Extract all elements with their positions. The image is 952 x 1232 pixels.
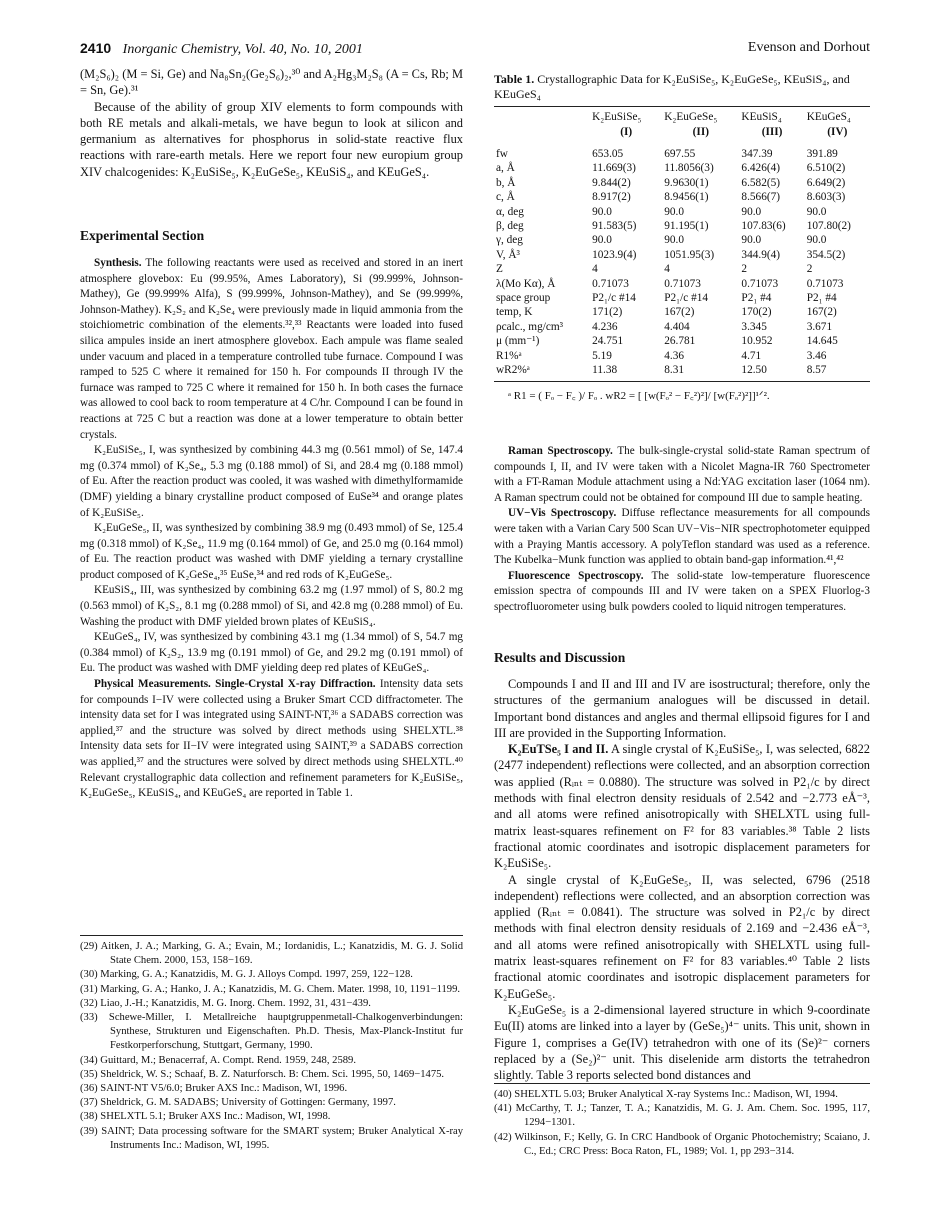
row-label: γ, deg [496, 234, 523, 247]
table-cell: 6.510(2) [806, 162, 846, 175]
table-cell: 10.952 [741, 335, 773, 348]
footnote-rule [80, 935, 463, 936]
reference-item: (37) Sheldrick, G. M. SADABS; University of Gottingen: Germany, 1997. [80, 1097, 396, 1109]
table-caption [494, 72, 870, 102]
table-cell: 9.844(2) [592, 176, 631, 189]
reference-item: (35) Sheldrick, W. S.; Schaaf, B. Z. Naturforsch. B: Chem. Sci. 1995, 50, 1469−1475. [80, 1068, 445, 1080]
table-footnote: ᵃ R1 = ( Fₒ − F꜀ )/ Fₒ . wR2 = [ [w(Fₒ² − F꜀²)²]/ [w(Fₒ²)²]]¹ᐟ². [508, 389, 770, 402]
row-label: b, Å [496, 176, 516, 189]
results-paragraph-4: K₂EuGeSe₅ is a 2-dimensional layered structure in which 9-coordinate Eu(II) atoms are linked into a layer by (GeSe₅)⁴⁻ units. This unit, shown in Figure 1, comprises a Ge(IV) tetrahedron with one of its (Se)²⁻ corners replaced by a (Se₂)²⁻ unit. This diselenide arm distorts the tetrahedron slightly. Table 3 reports selected bond distances and [494, 1002, 870, 1083]
results-text-2: A single crystal of K₂EuSiSe₅, I, was selected, 6822 (2477 independent) reflections were collected, and an absorption correction was applied (Rᵢₙₜ = 0.0880). The structure was solved in P2₁/c by direct methods with final electron density residuals of 2.542 and −2.773 eÅ⁻³, and all atoms were refined anisotropically with SHELXTL using full-matrix least-squares refinement on F² for 83 variables.³⁸ Table 2 lists fractional atomic coordinates and isotropic displacement parameters for K₂EuSiSe₅. [494, 742, 870, 871]
table-row [494, 349, 870, 363]
raman-text: The bulk-single-crystal solid-state Raman spectrum of compounds I, II, and IV were taken with a Nicolet Magna-IR 760 Spectrometer with a FT-Raman Module attachment using a Nd:YAG excitation laser (1064 nm). A Raman spectrum could not be obtained for compound III due to sample heating. [494, 445, 870, 504]
table-cell: 4 [592, 263, 598, 276]
uvvis-paragraph [494, 506, 870, 568]
table-row [494, 320, 870, 334]
compound-number: (II) [692, 125, 709, 138]
row-label: fw [496, 148, 508, 160]
spectroscopy-section [494, 444, 870, 616]
reference-item: (42) Wilkinson, F.; Kelly, G. In CRC Handbook of Organic Photochemistry; Scaiano, J. C., Ed.; CRC Press: Boca Raton, FL, 1989; Vol. 1, pp 293−314. [494, 1131, 870, 1157]
results-paragraph-2 [494, 741, 870, 871]
running-header [80, 40, 870, 60]
reference-item: (29) Aitken, J. A.; Marking, G. A.; Evain, M.; Iordanidis, L.; Kanatzidis, M. G. J. Solid State Chem. 2000, 153, 158−169. [80, 941, 463, 967]
table-cell: 4.236 [592, 320, 618, 333]
row-label: α, deg [496, 205, 524, 218]
table-cell: P2₁/c #14 [664, 292, 709, 305]
row-label: wR2%ᵃ [496, 364, 530, 377]
results-subheading: K₂EuTSe₅ I and II. [508, 742, 609, 757]
fluorescence-text: The solid-state low-temperature fluorescence emission spectra of compounds III and IV were taken on a SPEX Fluorlog-3 spectrofluorometer using bulk powders cooled to liquid nitrogen temperatures. [494, 569, 871, 613]
reference-item: (31) Marking, G. A.; Hanko, J. A.; Kanatzidis, M. G. Chem. Mater. 1998, 10, 1191−1199. [80, 983, 461, 995]
table-cell: 0.71073 [806, 277, 844, 290]
table-cell: 90.0 [592, 234, 612, 247]
table-row [494, 176, 870, 190]
table-cell: 167(2) [806, 306, 837, 319]
reference-item: (38) SHELXTL 5.1; Bruker AXS Inc.: Madison, WI, 1998. [80, 1111, 331, 1123]
table-row [494, 219, 870, 233]
table-cell: 9.9630(1) [664, 176, 709, 189]
footnote-rule-right [494, 1083, 870, 1084]
reference-item: (34) Guittard, M.; Benacerraf, A. Compt. Rend. 1959, 248, 2589. [80, 1054, 356, 1066]
compound-I-paragraph: K₂EuSiSe₅, I, was synthesized by combining 44.3 mg (0.561 mmol) of Se, 147.4 mg (0.374 mmol) of K₂Se₄, 5.3 mg (0.188 mmol) of Si, and 28.4 mg (0.188 mmol) of Eu. After the reaction product was cooled, it was washed with dimethylformamide (DMF) yielding a binary crystalline product composed of EuSe³⁴ and orange plates of K₂EuSiSe₅. [80, 444, 463, 519]
table-cell: 90.0 [664, 234, 685, 247]
uvvis-text: Diffuse reflectance measurements for all compounds were taken with a Varian Cary 500 Scan UV−Vis−NIR spectrophotometer equipped with a Praying Mantis accessory. A polyTeflon standard was used as a reference. The Kubelka−Munk function was applied to obtain band-gap information.⁴¹,⁴² [494, 507, 870, 567]
reference-item: (41) McCarthy, T. J.; Tanzer, T. A.; Kanatzidis, M. G. J. Am. Chem. Soc. 1995, 117, 1294−1301. [494, 1103, 870, 1129]
row-label: temp, K [496, 306, 533, 319]
compound-formula: KEuGeS₄ [806, 111, 851, 123]
table-cell: P2₁ #4 [806, 292, 837, 305]
table-cell: 4 [664, 263, 670, 276]
raman-paragraph [494, 444, 870, 506]
table-cell: 11.38 [592, 364, 618, 377]
table-cell: P2₁/c #14 [592, 292, 636, 305]
compound-formula: K₂EuSiSe₅ [592, 111, 642, 123]
fluorescence-paragraph [494, 569, 870, 616]
row-label: β, deg [496, 220, 524, 233]
physical-measurements-paragraph [80, 677, 463, 802]
table-cell: 391.89 [806, 148, 838, 160]
table-cell: 107.80(2) [806, 220, 851, 233]
intro-section [80, 66, 463, 180]
table-cell: 3.345 [741, 320, 767, 333]
table-column-header [739, 107, 804, 142]
table-cell: 107.83(6) [741, 220, 786, 233]
references-right [494, 1088, 870, 1159]
section-heading-experimental: Experimental Section [80, 228, 205, 243]
table-cell: 6.426(4) [741, 162, 781, 175]
fluorescence-lead: Fluorescence Spectroscopy. [508, 569, 644, 582]
table-row [494, 205, 870, 219]
table-cell: 8.566(7) [741, 191, 781, 204]
table-cell: 4.71 [741, 349, 762, 362]
reference-item: (33) Schewe-Miller, I. Metallreiche hauptgruppenmetall-Chalkogenverbindungen: Synthese, Strukturen und Eigenschaften. Ph.D. Thesis, Max-Planck-Institut fur Festkorperforschung, Stuttgart, Germany, 1990. [80, 1012, 463, 1052]
table-cell: 3.46 [806, 349, 827, 362]
table-cell: 6.582(5) [741, 176, 781, 189]
compound-formula: KEuSiS₄ [741, 111, 782, 123]
table-row [494, 262, 870, 276]
table-cell: 653.05 [592, 148, 624, 160]
table-cell: 91.583(5) [592, 220, 637, 233]
section-heading-results: Results and Discussion [494, 650, 626, 665]
table-cell: 11.8056(3) [664, 162, 714, 175]
physical-lead: Physical Measurements. Single-Crystal X-ray Diffraction. [94, 678, 376, 691]
compound-number: (IV) [827, 125, 848, 138]
table-cell: 8.603(3) [806, 191, 846, 204]
row-label: c, Å [496, 191, 515, 204]
table-row [494, 334, 870, 348]
table-row [494, 161, 870, 175]
table-cell: 347.39 [741, 148, 773, 160]
uvvis-lead: UV−Vis Spectroscopy. [508, 507, 617, 520]
table-cell: 0.71073 [741, 277, 779, 290]
table-cell: 170(2) [741, 306, 772, 319]
compound-number: (III) [761, 125, 783, 138]
table-column-header [805, 107, 870, 142]
reference-item: (36) SAINT-NT V5/6.0; Bruker AXS Inc.: Madison, WI, 1996. [80, 1083, 348, 1095]
table-column-header [662, 107, 739, 142]
table-cell: 90.0 [741, 205, 762, 218]
raman-lead: Raman Spectroscopy. [508, 445, 613, 457]
table-cell: 4.404 [664, 320, 690, 333]
table-cell: 344.9(4) [741, 248, 781, 261]
row-label: a, Å [496, 162, 515, 175]
reference-item: (32) Liao, J.-H.; Kanatzidis, M. G. Inorg. Chem. 1992, 31, 431−439. [80, 997, 371, 1009]
table-caption-text: Crystallographic Data for K₂EuSiSe₅, K₂EuGeSe₅, KEuSiS₄, and KEuGeS₄ [494, 72, 850, 101]
row-label: λ(Mo Kα), Å [496, 277, 556, 290]
table-cell: 0.71073 [664, 277, 701, 290]
table-label: Table 1. [494, 72, 535, 86]
table-row [494, 142, 870, 161]
synthesis-lead: Synthesis. [94, 257, 142, 269]
compound-formula: K₂EuGeSe₅ [664, 111, 718, 123]
table-cell: 91.195(1) [664, 220, 709, 233]
table-row [494, 190, 870, 204]
references-left [80, 940, 463, 1153]
row-label: space group [496, 292, 551, 305]
running-authors: Evenson and Dorhout [747, 40, 870, 55]
row-label: Z [496, 263, 503, 276]
table-column-header [590, 107, 662, 142]
table-cell: 6.649(2) [806, 176, 846, 189]
table-cell: 354.5(2) [806, 248, 846, 261]
compound-IV-paragraph: KEuGeS₄, IV, was synthesized by combining 43.1 mg (1.34 mmol) of S, 54.7 mg (0.384 mmol) of K₂S₂, 13.9 mg (0.191 mmol) of Ge, and 29.2 mg (0.191 mmol) of Eu. The product was washed with DMF yielding deep red plates of KEuGeS₄. [80, 631, 463, 675]
table-cell: 90.0 [592, 205, 612, 218]
reference-item: (39) SAINT; Data processing software for the SMART system; Bruker Analytical X-ray Instruments Inc.: Madison, WI, 1995. [80, 1125, 463, 1151]
table-cell: 1023.9(4) [592, 248, 637, 261]
table-row [494, 305, 870, 319]
table-cell: 24.751 [592, 335, 624, 348]
synthesis-paragraph [80, 256, 463, 443]
compound-II-paragraph: K₂EuGeSe₅, II, was synthesized by combining 38.9 mg (0.493 mmol) of Se, 125.4 mg (0.318 mmol) of K₂Se₄, 11.9 mg (0.164 mmol) of Ge, and 25.0 mg (0.164 mmol) of Eu. The reaction product was washed with DMF yielding a ternary crystalline product composed of K₂GeSe₄,³⁵ EuSe,³⁴ and red rods of K₂EuGeSe₅. [80, 522, 463, 581]
table-cell: 8.57 [806, 364, 827, 377]
table-cell: 5.19 [592, 349, 612, 362]
table-cell: 167(2) [664, 306, 695, 319]
row-label: R1%ᵃ [496, 349, 522, 362]
table-cell: P2₁ #4 [741, 292, 772, 305]
table-cell: 1051.95(3) [664, 248, 715, 261]
row-label: V, Å³ [496, 248, 520, 261]
table-header-blank [494, 107, 590, 142]
table-cell: 12.50 [741, 364, 767, 377]
table-cell: 14.645 [806, 335, 838, 348]
synthesis-text: The following reactants were used as received and stored in an inert atmosphere glovebox: Eu (99.95%, Ames Laboratory), Si (99.999%, Johnson-Mathey), Ge (99.999% Alfa), S (99.999%, Johnson-Mathey), and Se (99.999%, Johnson-Mathey). K₂S₂ and K₂Se₄ were previously made in liquid ammonia from the stoichiometric combination of the elements.³²,³³ Reactants were loaded into fused silica ampules inside an inert atmosphere glovebox. Each ampule was flame sealed under vacuum and placed in a temperature controlled tube furnace. Compound I was ramped to 525 C where it remained for 150 h. For compounds II through IV the furnace was ramped to 725 C where it remained for 150 h. In both cases the furnace was allowed to cool back to room temperature at 4 C/hr. Compound I can be found in reactions at 725 C but a reaction was done at a lower temperature to obtain better crystals. [80, 257, 463, 441]
compound-number: (I) [620, 125, 633, 138]
table-cell: 26.781 [664, 335, 696, 348]
table-cell: 8.9456(1) [664, 191, 709, 204]
results-paragraph-3: A single crystal of K₂EuGeSe₅, II, was selected, 6796 (2518 independent) reflections were collected, and an absorption correction was applied (Rᵢₙₜ = 0.0841). The structure was solved in P2₁/c by direct methods with final electron density residuals of 2.169 and −2.436 eÅ⁻³, and all atoms were refined anisotropically with SHELXTL using full-matrix least-squares refinement on F² for 83 variables.⁴⁰ Table 2 lists fractional atomic coordinates and isotropic displacement parameters for K₂EuGeSe₅. [494, 872, 870, 1001]
table-cell: 697.55 [664, 148, 696, 160]
experimental-section [80, 256, 463, 802]
table-cell: 90.0 [806, 234, 827, 247]
row-label: μ (mm⁻¹) [496, 335, 540, 348]
table-cell: 171(2) [592, 306, 623, 319]
page-number: 2410 [80, 40, 112, 56]
table-bottom-rule [494, 381, 870, 382]
table-cell: 90.0 [806, 205, 827, 218]
intro-continuation: (M₂S₆)₂ (M = Si, Ge) and Na₈Sn₂(Ge₂S₆)₂,³⁰ and A₂Hg₃M₂S₈ (A = Cs, Rb; M = Sn, Ge).³¹ [80, 67, 463, 98]
intro-paragraph: Because of the ability of group XIV elements to form compounds with both RE metals and alkali-metals, we have begun to look at silicon and germanium as alternatives for phosphorus in solid-state reactive flux reactions with rare-earth metals. Here we report four new europium group XIV chalcogenides: K₂EuSiSe₅, K₂EuGeSe₅, KEuSiS₄, and KEuGeS₄. [80, 99, 463, 179]
table-cell: 2 [741, 263, 748, 276]
experimental-heading-wrap [80, 228, 463, 244]
journal-citation: Inorganic Chemistry, Vol. 40, No. 10, 2001 [122, 42, 363, 57]
table-row [494, 291, 870, 305]
compound-III-paragraph: KEuSiS₄, III, was synthesized by combining 63.2 mg (1.97 mmol) of S, 80.2 mg (0.563 mmol) of K₂S₂, 8.1 mg (0.288 mmol) of Si, and 42.8 mg (0.288 mmol) of Eu. Washing the product with DMF yielded brown plates of KEuSiS₄. [80, 584, 463, 628]
table-cell: 8.917(2) [592, 191, 631, 204]
row-label: ρcalc., mg/cm³ [496, 320, 564, 333]
table-cell: 0.71073 [592, 277, 629, 290]
table-row [494, 277, 870, 291]
table-header-row [494, 107, 870, 142]
results-section [494, 676, 870, 1083]
reference-item: (40) SHELXTL 5.03; Bruker Analytical X-ray Systems Inc.: Madison, WI, 1994. [494, 1089, 838, 1100]
table-row [494, 233, 870, 247]
table-cell: 8.31 [664, 364, 685, 377]
reference-item: (30) Marking, G. A.; Kanatzidis, M. G. J. Alloys Compd. 1997, 259, 122−128. [80, 969, 413, 981]
results-paragraph-1: Compounds I and II and III and IV are isostructural; therefore, only the structures of the germanium analogues will be discussed in detail. Important bond distances and angles and thermal ellipsoid figures for I and III are provided in the Supporting Information. [494, 677, 870, 740]
table-cell: 2 [806, 263, 813, 276]
physical-text: Intensity data sets for compounds I−IV were collected using a Bruker Smart CCD diffractometer. The intensity data set for I was integrated using SAINT-NT,³⁶ a SADABS correction was applied,³⁷ and the structure was solved by direct methods using SHELXTL.³⁸ Intensity data sets for II−IV were integrated using SAINT,³⁹ a SADABS correction was applied,³⁷ and the structures were solved by direct methods using SHELXTL.⁴⁰ Relevant crystallographic data collection and refinement parameters for K₂EuSiSe₅, K₂EuGeSe₅, KEuSiS₄, and KEuGeS₄ are reported in Table 1. [80, 678, 463, 800]
results-heading-wrap [494, 650, 870, 666]
table-cell: 90.0 [741, 234, 762, 247]
table-cell: 4.36 [664, 349, 685, 362]
table-cell: 11.669(3) [592, 162, 636, 175]
crystallographic-data-table [494, 107, 870, 381]
table-cell: 90.0 [664, 205, 685, 218]
table-1 [494, 72, 870, 403]
table-row [494, 248, 870, 262]
table-cell: 3.671 [806, 320, 833, 333]
table-row [494, 363, 870, 380]
